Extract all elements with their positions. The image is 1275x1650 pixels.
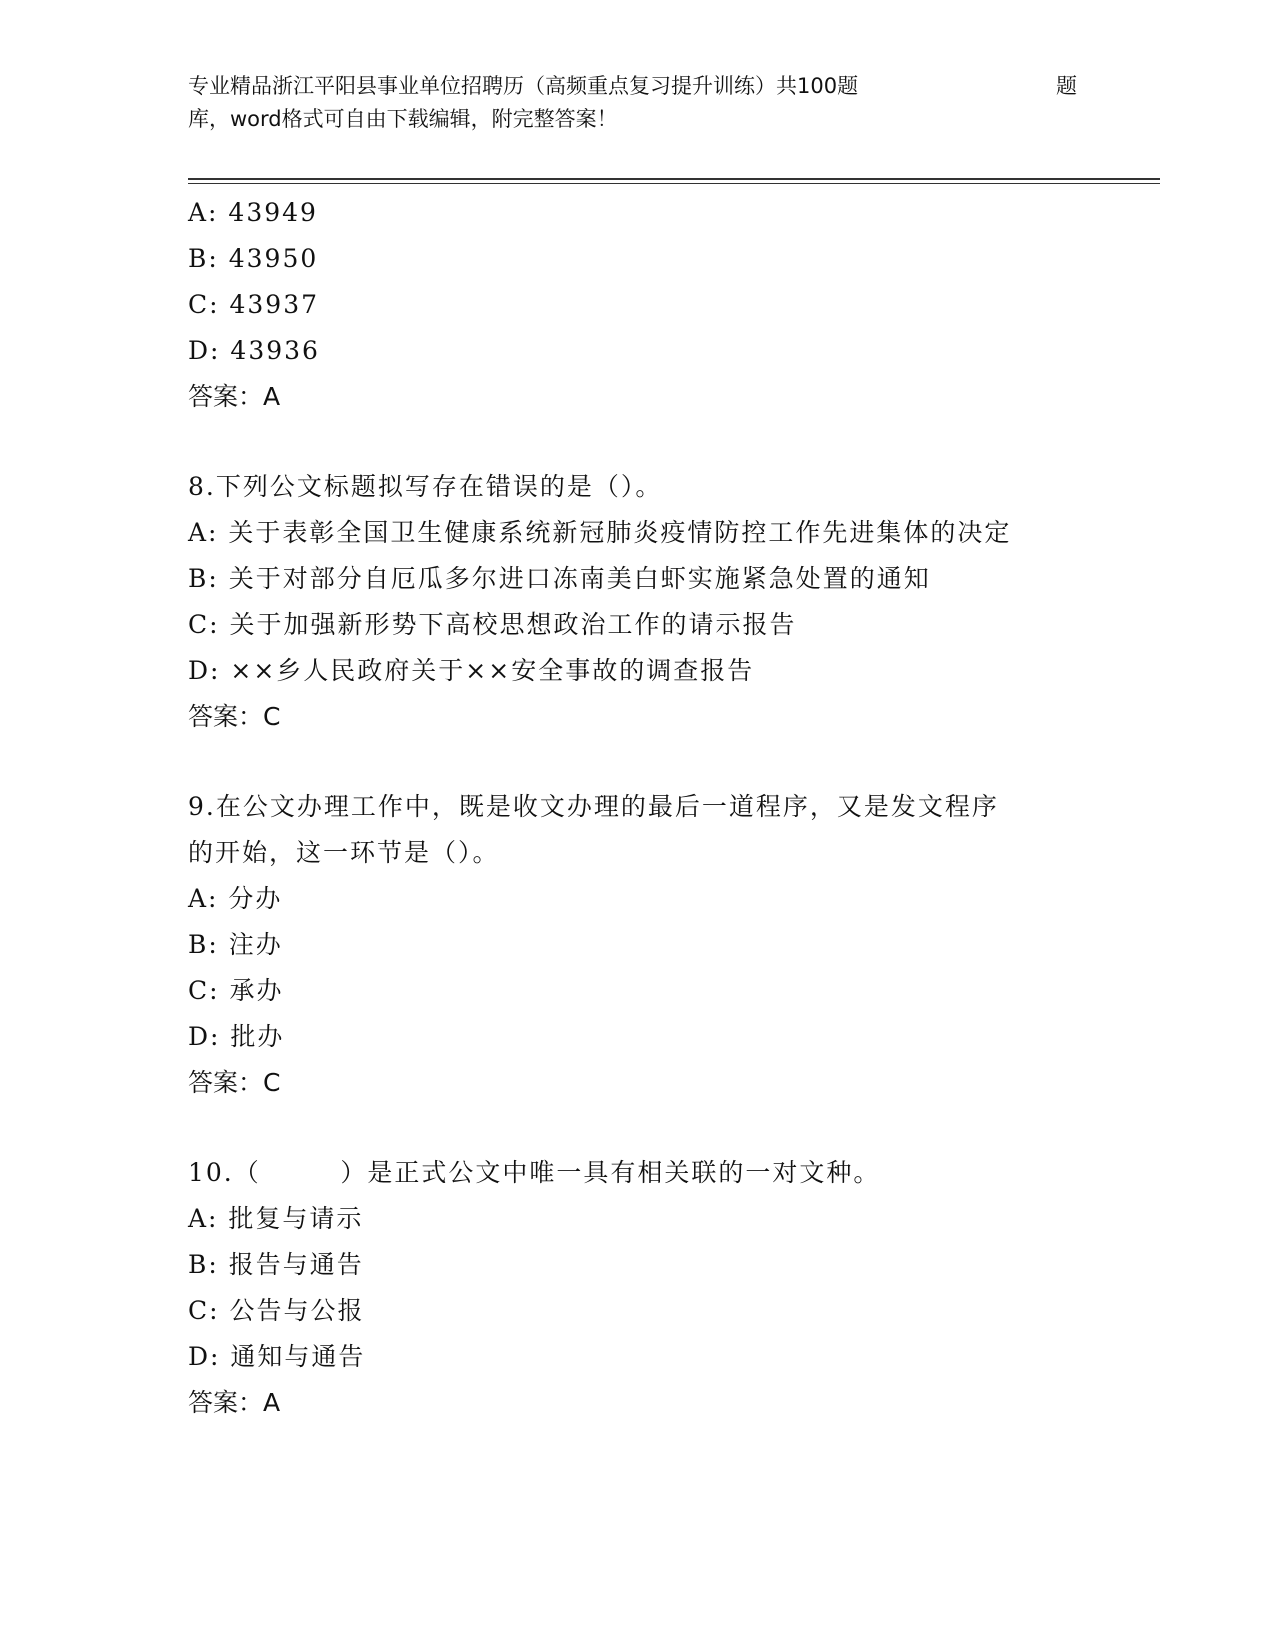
question-stem-line-1: 9.在公文办理工作中，既是收文办理的最后一道程序，又是发文程序 [188, 792, 999, 821]
option-c: C: 公告与公报 [188, 1296, 365, 1325]
question-stem: 8.下列公文标题拟写存在错误的是（）。 [188, 472, 663, 501]
header-divider-thin [188, 183, 1160, 184]
option-a: A: 分办 [188, 884, 283, 913]
header-line-2: 库，word格式可自由下载编辑，附完整答案！ [188, 107, 618, 131]
answer-line: 答案：C [188, 702, 281, 731]
header-title: 专业精品浙江平阳县事业单位招聘历（高频重点复习提升训练）共100题 [188, 74, 859, 98]
question-7 [188, 190, 1160, 420]
option-d: D: 43936 [188, 336, 320, 365]
answer-line: 答案：C [188, 1068, 281, 1097]
header-title-tail: 题 [1056, 74, 1077, 98]
header-divider-thick [188, 178, 1160, 180]
option-b: B: 报告与通告 [188, 1250, 364, 1279]
spacer [188, 740, 1160, 784]
option-b: B: 43950 [188, 244, 319, 273]
option-a: A: 批复与请示 [188, 1204, 364, 1233]
question-list [188, 190, 1160, 1426]
spacer [188, 420, 1160, 464]
option-d: D: 批办 [188, 1022, 285, 1051]
header-line-1 [188, 70, 1088, 103]
question-stem-line-2: 的开始，这一环节是（）。 [188, 838, 500, 867]
question-10 [188, 1150, 1160, 1426]
answer-line: 答案：A [188, 382, 281, 411]
option-b: B: 注办 [188, 930, 283, 959]
question-stem: 10.（ ）是正式公文中唯一具有相关联的一对文种。 [188, 1158, 881, 1187]
answer-line: 答案：A [188, 1388, 281, 1417]
option-d: D: 通知与通告 [188, 1342, 366, 1371]
option-a: A: 43949 [188, 198, 318, 227]
option-c: C: 关于加强新形势下高校思想政治工作的请示报告 [188, 610, 797, 639]
option-a: A: 关于表彰全国卫生健康系统新冠肺炎疫情防控工作先进集体的决定 [188, 518, 1012, 547]
question-9 [188, 784, 1160, 1106]
option-c: C: 43937 [188, 290, 320, 319]
option-b: B: 关于对部分自厄瓜多尔进口冻南美白虾实施紧急处置的通知 [188, 564, 931, 593]
question-8 [188, 464, 1160, 740]
option-d: D: ××乡人民政府关于××安全事故的调查报告 [188, 656, 755, 685]
document-header [188, 70, 1088, 136]
option-c: C: 承办 [188, 976, 284, 1005]
spacer [188, 1106, 1160, 1150]
